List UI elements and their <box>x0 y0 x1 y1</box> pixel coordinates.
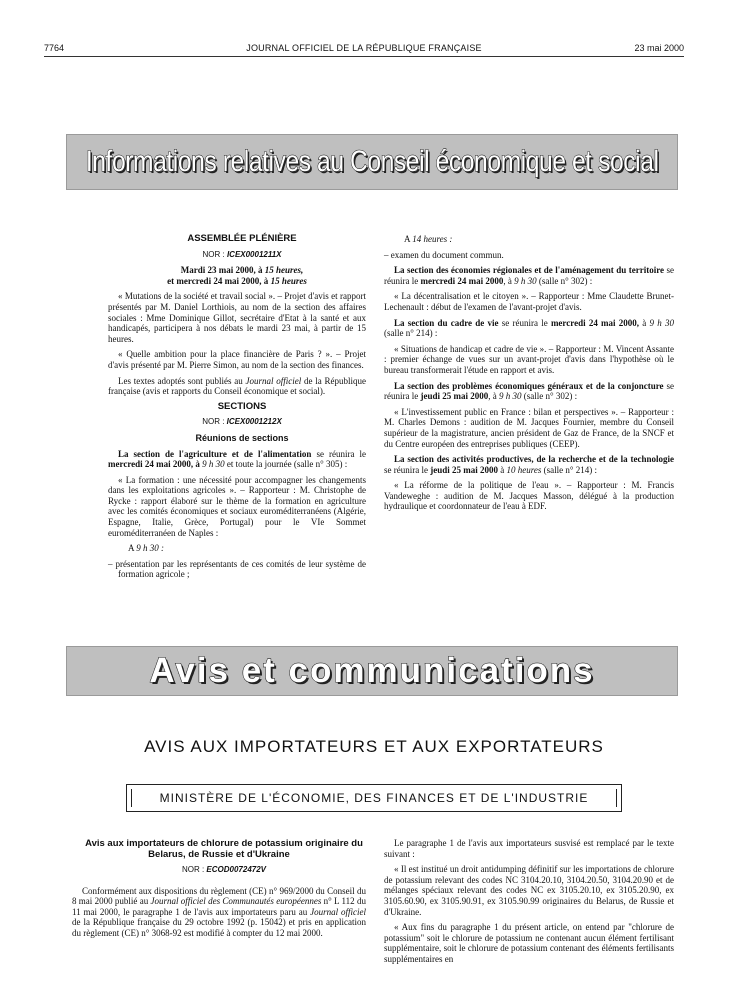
investment-para: « L'investissement public en France : bilan et perspectives ». – Rapporteur : M. Charles Demons : audition de M. Jacques Fournier, membre du Conseil supérieur de la magistrature, ancien président de Gaz de France, de la SNCF et du Centre européen des entreprises publiques (CEEP). <box>384 406 674 449</box>
decentralisation-para: « La décentralisation et le citoyen ». – Rapporteur : Mme Claudette Brunet-Lechenault : début de l'examen de l'avant-projet d'avis. <box>384 291 674 312</box>
assembly-para-texts: Les textes adoptés sont publiés au Journal officiel de la République française (avis et rapports du Conseil économique et social). <box>108 375 366 397</box>
page-number: 7764 <box>44 43 65 53</box>
ces-banner <box>66 134 678 190</box>
issue-date: 23 mai 2000 <box>634 43 684 53</box>
ces-banner-title: Informations relatives au Conseil économique et social <box>85 145 659 178</box>
avis-definition-para: « Aux fins du paragraphe 1 du présent article, on entend par "chlorure de potassium" soit le chlorure de potassium ne contenant aucun élément fertilisant supplémentaire, soit le chlorure de potassium contenant des éléments fertilisants supplémentaires en <box>384 922 674 964</box>
ministry-left-rule <box>131 789 132 807</box>
avis-antidumping-para: « Il est institué un droit antidumping définitif sur les importations de chlorure de potassium relevant des codes NC 3104.20.10, 3104.20.50, 3104.20.90 et de mélanges spéciaux relevant des codes NC ex 3105.20.10, ex 3105.20.90, ex 3105.60.90, ex 3105.90.91, ex 3105.90.99 originaires du Belarus, de Russie et d'Ukraine. <box>384 864 674 917</box>
avis-banner-title: Avis et communications <box>149 651 595 690</box>
agriculture-section: La section de l'agriculture et de l'alimentation se réunira le mercredi 24 mai 2000, à 9 h 30 et toute la journée (salle n° 305) : <box>108 448 366 470</box>
sections-heading: SECTIONS <box>217 400 267 412</box>
ministry-box <box>126 784 622 812</box>
page-header <box>44 42 684 57</box>
assembly-nor: NOR : ICEX0001211X <box>202 249 282 259</box>
avis-column-left <box>72 838 366 944</box>
assembly-para-mutations: « Mutations de la société et travail social ». – Projet d'avis et rapport présentés par M. Daniel Lorthiois, au nom de la section des affaires sociales : Mme Dominique Gillot, secrétaire d'Etat à la santé et aux handicapés, participera à nos débats le mardi 23 mai, à partir de 15 heures. <box>108 291 366 344</box>
journal-title: JOURNAL OFFICIEL DE LA RÉPUBLIQUE FRANÇAISE <box>246 43 482 53</box>
ces-column-left <box>108 234 366 585</box>
avis-replacement-para: Le paragraphe 1 de l'avis aux importateurs susvisé est remplacé par le texte suivant : <box>384 838 674 859</box>
handicap-para: « Situations de handicap et cadre de vie ». – Rapporteur : M. Vincent Assante : premier échange de vues sur un avant-projet d'avis dans l'hypothèse où le bureau transformerait l'étude en rapport et avis. <box>384 343 674 375</box>
meetings-heading: Réunions de sections <box>195 432 289 443</box>
assembly-date: Mardi 23 mai 2000, à 15 heures, et mercredi 24 mai 2000, à 15 heures <box>167 265 307 286</box>
assembly-para-paris: « Quelle ambition pour la place financière de Paris ? ». – Projet d'avis présenté par M. Pierre Simon, au nom de la section des finances. <box>108 349 366 370</box>
ces-column-right <box>384 234 674 517</box>
water-para: « La réforme de la politique de l'eau ». – Rapporteur : M. Francis Vandeweghe : audition de M. Jacques Masson, délégué à la production hydraulique et coordonnateur de l'eau à EDF. <box>384 480 674 512</box>
avis-banner <box>66 646 678 696</box>
avis-nor: NOR : ECOD0072472V <box>181 865 267 874</box>
avis-para: Conformément aux dispositions du règlement (CE) n° 969/2000 du Conseil du 8 mai 2000 publié au Journal officiel des Communautés européennes n° L 112 du 11 mai 2000, le paragraphe 1 de l'avis aux importateurs paru au Journal officiel de la République française du 29 octobre 1992 (p. 15042) et pris en application du règlement (CE) n° 3068-92 est modifié à compter du 12 mai 2000. <box>72 885 366 938</box>
avis-importers-title: AVIS AUX IMPORTATEURS ET AUX EXPORTATEURS <box>144 737 604 756</box>
ministry-title: MINISTÈRE DE L'ÉCONOMIE, DES FINANCES ET DE L'INDUSTRIE <box>159 791 589 805</box>
sections-nor: NOR : ICEX0001212X <box>202 417 282 427</box>
cadre-vie-section: La section du cadre de vie se réunira le mercredi 24 mai 2000, à 9 h 30 (salle n° 214) : <box>384 317 674 339</box>
productive-section: La section des activités productives, de la recherche et de la technologie se réunira le jeudi 25 mai 2000 à 10 heures (salle n° 214) : <box>384 454 674 475</box>
assembly-heading: ASSEMBLÉE PLÉNIÈRE <box>187 233 297 244</box>
avis-heading: Avis aux importateurs de chlorure de potassium originaire du Belarus, de Russie et d'Ukraine <box>85 838 363 860</box>
eco-problems-section: La section des problèmes économiques généraux et de la conjoncture se réunira le jeudi 25 mai 2000, à 9 h 30 (salle n° 302) : <box>384 380 674 402</box>
formation-para: « La formation : une nécessité pour accompagner les changements dans les exploitations agricoles ». – Rapporteur : M. Christophe de Rycke : rapport élaboré sur le thème de la formation en agriculture avec les comités économiques et sociaux euroméditerranéens (Algérie, Espagne, Italie, Grèce, Portugal) pour le VIe Sommet euroméditerranéen de Naples : <box>108 474 366 538</box>
time-14h: A 14 heures : <box>404 234 453 244</box>
ministry-right-rule <box>616 789 617 807</box>
eco-regional-section: La section des économies régionales et de l'aménagement du territoire se réunira le mercredi 24 mai 2000, à 9 h 30 (salle n° 302) : <box>384 265 675 286</box>
exam-item: – examen du document commun. <box>384 249 504 260</box>
presentation-item: – présentation par les représentants de ces comités de leur système de formation agricole ; <box>108 558 366 580</box>
avis-column-right <box>384 838 674 970</box>
time-930: A 9 h 30 : <box>128 543 165 554</box>
